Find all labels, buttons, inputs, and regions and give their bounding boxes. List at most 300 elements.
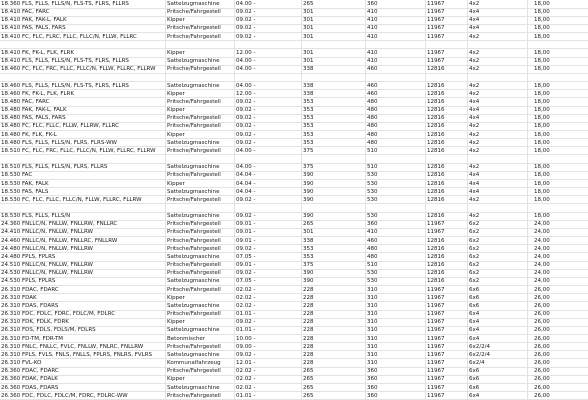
body-type-cell: Pritsche/Fahrgestell: [165, 196, 234, 204]
weight-cell: [527, 155, 587, 163]
displacement-cell: 12816: [425, 98, 467, 106]
axle-config-cell: 6x4: [467, 335, 527, 343]
power-ps-cell: 530: [365, 171, 425, 179]
body-type-cell: [165, 204, 234, 212]
power-kw-cell: 390: [301, 269, 365, 277]
axle-config-cell: 4x2: [467, 196, 527, 204]
power-kw-cell: 228: [301, 335, 365, 343]
table-row[interactable]: [0, 392, 588, 400]
build-period-cell: 12.00 -: [234, 90, 301, 98]
power-ps-cell: 310: [365, 359, 425, 367]
model-cell: 26.310 FDK, FDLK, FDRK: [1, 319, 69, 326]
body-type-cell: Pritsche/Fahrgestell: [165, 367, 234, 375]
power-kw-cell: 353: [301, 253, 365, 261]
body-type-cell: Sattelzugmaschine: [165, 139, 234, 147]
build-period-cell: 04.04 -: [234, 180, 301, 188]
weight-cell: 18,00: [527, 114, 587, 122]
body-type-cell: Pritsche/Fahrgestell: [165, 310, 234, 318]
model-cell: 24.460 FNLLC/N, FNLLW, FNLLRC, FNLLRW: [1, 237, 118, 244]
build-period-cell: 04.00 -: [234, 82, 301, 90]
axle-config-cell: 4x2: [467, 57, 527, 65]
build-period-cell: 09.02 -: [234, 131, 301, 139]
axle-config-cell: 4x2: [467, 212, 527, 220]
weight-cell: 18,00: [527, 16, 587, 24]
power-ps-cell: 310: [365, 294, 425, 302]
weight-cell: 18,00: [527, 180, 587, 188]
weight-cell: 18,00: [527, 24, 587, 32]
displacement-cell: 12816: [425, 122, 467, 130]
displacement-cell: 11967: [425, 33, 467, 41]
displacement-cell: 12816: [425, 139, 467, 147]
build-period-cell: 09.02 -: [234, 122, 301, 130]
build-period-cell: 09.02 -: [234, 269, 301, 277]
body-type-cell: Kipper: [165, 16, 234, 24]
weight-cell: 18,00: [527, 122, 587, 130]
power-ps-cell: 480: [365, 245, 425, 253]
displacement-cell: 12816: [425, 163, 467, 171]
displacement-cell: 12816: [425, 180, 467, 188]
body-type-cell: Sattelzugmaschine: [165, 384, 234, 392]
weight-cell: 18,00: [527, 139, 587, 147]
model-cell: 26.310 FDAK: [1, 294, 37, 301]
weight-cell: [527, 73, 587, 81]
axle-config-cell: 4x4: [467, 24, 527, 32]
weight-cell: 26,00: [527, 326, 587, 334]
power-kw-cell: 301: [301, 49, 365, 57]
model-cell: [0, 155, 165, 163]
model-cell: 18.530 FC, FLC, FLLC, FLLC/N, FLLW, FLLRC, FLLRW: [1, 196, 142, 203]
body-type-cell: Pritsche/Fahrgestell: [165, 269, 234, 277]
power-ps-cell: 360: [365, 375, 425, 383]
body-type-cell: Sattelzugmaschine: [165, 212, 234, 220]
power-kw-cell: 375: [301, 163, 365, 171]
displacement-cell: 12816: [425, 171, 467, 179]
model-cell: 18.410 FAK, FAK-L, FALK: [1, 17, 67, 24]
build-period-cell: 01.01 -: [234, 392, 301, 400]
model-cell: 24.480 FPLS, FPLRS: [1, 253, 56, 260]
body-type-cell: Pritsche/Fahrgestell: [165, 122, 234, 130]
weight-cell: 18,00: [527, 131, 587, 139]
power-kw-cell: 375: [301, 261, 365, 269]
axle-config-cell: 4x4: [467, 188, 527, 196]
axle-config-cell: 6x6: [467, 302, 527, 310]
power-ps-cell: 310: [365, 335, 425, 343]
weight-cell: 18,00: [527, 188, 587, 196]
model-cell: 24.410 FNLLC/N, FNLLW, FNLLRW: [1, 229, 93, 236]
build-period-cell: [234, 73, 301, 81]
body-type-cell: Kipper: [165, 49, 234, 57]
power-ps-cell: 480: [365, 106, 425, 114]
weight-cell: 24,00: [527, 237, 587, 245]
power-ps-cell: 530: [365, 269, 425, 277]
body-type-cell: Pritsche/Fahrgestell: [165, 237, 234, 245]
build-period-cell: 09.02 -: [234, 24, 301, 32]
body-type-cell: Pritsche/Fahrgestell: [165, 147, 234, 155]
power-ps-cell: [365, 155, 425, 163]
power-ps-cell: 460: [365, 90, 425, 98]
power-ps-cell: 530: [365, 212, 425, 220]
model-cell: 26.310 FPLS, FVLS, FNLS, FNLLS, FPLRS, FNLRS, FVLRS: [1, 351, 153, 358]
axle-config-cell: 6x4: [467, 326, 527, 334]
power-kw-cell: 228: [301, 318, 365, 326]
model-cell: 24.530 FPLS, FPLRS: [1, 278, 56, 285]
build-period-cell: 07.05 -: [234, 253, 301, 261]
model-cell: 26.310 FDS, FDLS, FDLS/M, FDLRS: [1, 327, 96, 334]
model-cell: 18.410 FK, FK-L, FLK, FLRK: [1, 49, 74, 56]
axle-config-cell: 6x6: [467, 367, 527, 375]
weight-cell: 26,00: [527, 351, 587, 359]
axle-config-cell: 6x2: [467, 245, 527, 253]
power-kw-cell: 390: [301, 180, 365, 188]
power-ps-cell: [365, 204, 425, 212]
model-cell: 26.360 FDAS, FDARS: [1, 384, 59, 391]
displacement-cell: 11967: [425, 24, 467, 32]
displacement-cell: 11967: [425, 286, 467, 294]
weight-cell: 18,00: [527, 57, 587, 65]
body-type-cell: Pritsche/Fahrgestell: [165, 343, 234, 351]
build-period-cell: 09.02 -: [234, 16, 301, 24]
displacement-cell: 11967: [425, 359, 467, 367]
build-period-cell: 04.00 -: [234, 0, 301, 8]
build-period-cell: 01.01 -: [234, 326, 301, 334]
build-period-cell: 02.02 -: [234, 384, 301, 392]
power-kw-cell: [301, 155, 365, 163]
build-period-cell: [234, 204, 301, 212]
body-type-cell: [165, 73, 234, 81]
build-period-cell: 02.02 -: [234, 302, 301, 310]
displacement-cell: 12816: [425, 188, 467, 196]
power-ps-cell: 310: [365, 343, 425, 351]
displacement-cell: 12816: [425, 253, 467, 261]
weight-cell: [527, 204, 587, 212]
weight-cell: 26,00: [527, 384, 587, 392]
displacement-cell: 11967: [425, 367, 467, 375]
displacement-cell: 12816: [425, 261, 467, 269]
axle-config-cell: 4x2: [467, 65, 527, 73]
axle-config-cell: 6x4: [467, 318, 527, 326]
power-kw-cell: 228: [301, 326, 365, 334]
body-type-cell: Pritsche/Fahrgestell: [165, 220, 234, 228]
axle-config-cell: 4x4: [467, 16, 527, 24]
power-kw-cell: 353: [301, 98, 365, 106]
power-ps-cell: [365, 73, 425, 81]
body-type-cell: Kipper: [165, 90, 234, 98]
axle-config-cell: 6x4: [467, 392, 527, 400]
displacement-cell: 12816: [425, 196, 467, 204]
power-kw-cell: 353: [301, 245, 365, 253]
build-period-cell: [234, 155, 301, 163]
axle-config-cell: 6x2: [467, 277, 527, 285]
model-cell: 18.410 FAS, FALS, FARS: [1, 25, 66, 32]
displacement-cell: 12816: [425, 237, 467, 245]
power-ps-cell: 410: [365, 57, 425, 65]
axle-config-cell: 6x2: [467, 253, 527, 261]
build-period-cell: 09.02 -: [234, 318, 301, 326]
power-kw-cell: 301: [301, 8, 365, 16]
displacement-cell: 12816: [425, 212, 467, 220]
body-type-cell: Kipper: [165, 294, 234, 302]
model-cell: 24.480 FNLLC/N, FNLLW, FNLLRW: [1, 245, 93, 252]
axle-config-cell: 6x2: [467, 228, 527, 236]
power-kw-cell: 265: [301, 220, 365, 228]
power-kw-cell: 301: [301, 33, 365, 41]
model-cell: 18.530 FAK, FALK: [1, 180, 49, 187]
body-type-cell: Pritsche/Fahrgestell: [165, 98, 234, 106]
power-kw-cell: 228: [301, 359, 365, 367]
body-type-cell: [165, 155, 234, 163]
body-type-cell: Kommunalfahrzeug: [165, 359, 234, 367]
body-type-cell: Pritsche/Fahrgestell: [165, 261, 234, 269]
weight-cell: 18,00: [527, 106, 587, 114]
power-ps-cell: 310: [365, 310, 425, 318]
body-type-cell: Pritsche/Fahrgestell: [165, 245, 234, 253]
power-ps-cell: 510: [365, 163, 425, 171]
axle-config-cell: 4x4: [467, 8, 527, 16]
power-ps-cell: 480: [365, 139, 425, 147]
power-ps-cell: 480: [365, 114, 425, 122]
body-type-cell: Pritsche/Fahrgestell: [165, 24, 234, 32]
axle-config-cell: 4x2: [467, 147, 527, 155]
power-kw-cell: 390: [301, 212, 365, 220]
axle-config-cell: 6x4: [467, 310, 527, 318]
build-period-cell: 09.02 -: [234, 8, 301, 16]
displacement-cell: 12816: [425, 65, 467, 73]
displacement-cell: 11967: [425, 343, 467, 351]
body-type-cell: [165, 41, 234, 49]
body-type-cell: Betonmischer: [165, 335, 234, 343]
axle-config-cell: 4x2: [467, 131, 527, 139]
weight-cell: 18,00: [527, 33, 587, 41]
power-kw-cell: 390: [301, 171, 365, 179]
power-ps-cell: 530: [365, 196, 425, 204]
power-ps-cell: 360: [365, 0, 425, 8]
build-period-cell: 09.02 -: [234, 33, 301, 41]
power-ps-cell: 530: [365, 277, 425, 285]
power-kw-cell: [301, 73, 365, 81]
power-ps-cell: 510: [365, 261, 425, 269]
axle-config-cell: 6x2/4: [467, 359, 527, 367]
axle-config-cell: 6x2: [467, 261, 527, 269]
body-type-cell: Kipper: [165, 318, 234, 326]
model-cell: 26.310 FVL-KO: [1, 360, 42, 367]
power-ps-cell: 510: [365, 147, 425, 155]
power-ps-cell: 360: [365, 392, 425, 400]
weight-cell: 26,00: [527, 359, 587, 367]
weight-cell: 24,00: [527, 245, 587, 253]
power-kw-cell: 301: [301, 24, 365, 32]
axle-config-cell: 6x6: [467, 375, 527, 383]
build-period-cell: 09.02 -: [234, 98, 301, 106]
weight-cell: 18,00: [527, 90, 587, 98]
axle-config-cell: 4x4: [467, 98, 527, 106]
build-period-cell: 09.01 -: [234, 261, 301, 269]
build-period-cell: 07.05 -: [234, 277, 301, 285]
model-cell: 26.360 FDAK, FDALK: [1, 376, 58, 383]
body-type-cell: Sattelzugmaschine: [165, 188, 234, 196]
power-ps-cell: 310: [365, 318, 425, 326]
body-type-cell: Kipper: [165, 131, 234, 139]
axle-config-cell: 6x6: [467, 384, 527, 392]
axle-config-cell: [467, 204, 527, 212]
axle-config-cell: 4x2: [467, 33, 527, 41]
build-period-cell: 04.00 -: [234, 65, 301, 73]
weight-cell: 18,00: [527, 98, 587, 106]
build-period-cell: 04.00 -: [234, 147, 301, 155]
power-kw-cell: 338: [301, 90, 365, 98]
build-period-cell: 02.02 -: [234, 294, 301, 302]
axle-config-cell: [467, 73, 527, 81]
displacement-cell: 11967: [425, 57, 467, 65]
displacement-cell: 11967: [425, 8, 467, 16]
model-cell: 26.310 FDC, FDLC, FDRC, FDLC/M, FDLRC: [1, 311, 116, 318]
power-ps-cell: 360: [365, 220, 425, 228]
power-kw-cell: 265: [301, 367, 365, 375]
axle-config-cell: [467, 41, 527, 49]
weight-cell: 24,00: [527, 269, 587, 277]
body-type-cell: Sattelzugmaschine: [165, 253, 234, 261]
power-kw-cell: 390: [301, 196, 365, 204]
power-kw-cell: 265: [301, 0, 365, 8]
displacement-cell: 11967: [425, 310, 467, 318]
displacement-cell: [425, 41, 467, 49]
model-cell: 18.460 FK, FK-L, FLK, FLRK: [1, 90, 74, 97]
power-ps-cell: 310: [365, 351, 425, 359]
body-type-cell: Sattelzugmaschine: [165, 277, 234, 285]
displacement-cell: 12816: [425, 269, 467, 277]
power-ps-cell: 310: [365, 326, 425, 334]
weight-cell: 26,00: [527, 375, 587, 383]
weight-cell: 18,00: [527, 65, 587, 73]
power-ps-cell: 360: [365, 384, 425, 392]
body-type-cell: Pritsche/Fahrgestell: [165, 286, 234, 294]
weight-cell: 26,00: [527, 335, 587, 343]
weight-cell: 24,00: [527, 253, 587, 261]
power-ps-cell: 410: [365, 16, 425, 24]
axle-config-cell: 4x2: [467, 49, 527, 57]
model-cell: 24.530 FNLLC/N, FNLLW, FNLLRW: [1, 270, 93, 277]
power-ps-cell: 410: [365, 228, 425, 236]
weight-cell: 26,00: [527, 343, 587, 351]
power-kw-cell: 338: [301, 237, 365, 245]
displacement-cell: 11967: [425, 302, 467, 310]
displacement-cell: [425, 73, 467, 81]
build-period-cell: 09.02 -: [234, 245, 301, 253]
power-ps-cell: 410: [365, 49, 425, 57]
model-cell: 26.360 FDAC, FDARC: [1, 368, 59, 375]
displacement-cell: 11967: [425, 392, 467, 400]
model-cell: 18.510 FLS, FLLS, FLLS/N, FLRS, FLLRS: [1, 164, 108, 171]
axle-config-cell: 4x2: [467, 122, 527, 130]
power-ps-cell: 530: [365, 188, 425, 196]
displacement-cell: 11967: [425, 384, 467, 392]
weight-cell: 18,00: [527, 147, 587, 155]
body-type-cell: Pritsche/Fahrgestell: [165, 65, 234, 73]
weight-cell: 18,00: [527, 49, 587, 57]
power-kw-cell: 301: [301, 16, 365, 24]
build-period-cell: 09.00 -: [234, 343, 301, 351]
body-type-cell: Pritsche/Fahrgestell: [165, 228, 234, 236]
build-period-cell: 09.01 -: [234, 220, 301, 228]
body-type-cell: Kipper: [165, 106, 234, 114]
build-period-cell: 09.01 -: [234, 228, 301, 236]
axle-config-cell: 4x4: [467, 171, 527, 179]
power-kw-cell: [301, 204, 365, 212]
weight-cell: 26,00: [527, 367, 587, 375]
model-cell: 18.480 FLS, FLLS, FLLS/N, FLRS, FLRS-WW: [1, 139, 117, 146]
power-kw-cell: 353: [301, 139, 365, 147]
displacement-cell: 11967: [425, 375, 467, 383]
power-ps-cell: 480: [365, 131, 425, 139]
model-cell: 18.480 FAS, FALS, FARS: [1, 115, 66, 122]
model-cell: 24.360 FNLLC/N, FNLLW, FNLLRW, FNLLRC: [1, 221, 118, 228]
displacement-cell: 11967: [425, 220, 467, 228]
weight-cell: 18,00: [527, 171, 587, 179]
build-period-cell: 02.02 -: [234, 286, 301, 294]
axle-config-cell: 6x6: [467, 286, 527, 294]
weight-cell: 26,00: [527, 302, 587, 310]
displacement-cell: [425, 155, 467, 163]
model-cell: 18.360 FLS, FLLS, FLLS/N, FLS-TS, FLRS, FLLRS: [1, 1, 129, 7]
power-kw-cell: 390: [301, 188, 365, 196]
model-cell: 18.530 FLS, FLLS, FLLS/N: [1, 213, 71, 220]
model-cell: 26.310 FDAC, FDARC: [1, 286, 59, 293]
power-kw-cell: 228: [301, 343, 365, 351]
model-cell: 18.510 FC, FLC, FRC, FLLC, FLLC/N, FLLW, FLLRC, FLLRW: [1, 147, 156, 154]
model-cell: 26.310 FD-TM, FDR-TM: [1, 335, 64, 342]
displacement-cell: 12816: [425, 106, 467, 114]
displacement-cell: 11967: [425, 0, 467, 8]
displacement-cell: [425, 204, 467, 212]
weight-cell: 18,00: [527, 196, 587, 204]
displacement-cell: 12816: [425, 147, 467, 155]
model-cell: 18.460 FLS, FLLS, FLLS/N, FLS-TS, FLRS, FLLRS: [1, 82, 129, 89]
model-cell: 18.410 FLS, FLLS, FLLS/N, FLS-TS, FLRS, FLLRS: [1, 58, 129, 65]
power-kw-cell: 228: [301, 310, 365, 318]
axle-config-cell: 4x4: [467, 114, 527, 122]
body-type-cell: Sattelzugmaschine: [165, 82, 234, 90]
weight-cell: 26,00: [527, 310, 587, 318]
model-cell: 18.410 FAC, FARC: [1, 9, 50, 16]
build-period-cell: 01.01 -: [234, 310, 301, 318]
power-ps-cell: 480: [365, 98, 425, 106]
axle-config-cell: 6x2/2/4: [467, 351, 527, 359]
power-ps-cell: 310: [365, 286, 425, 294]
build-period-cell: 10.00 -: [234, 335, 301, 343]
body-type-cell: Sattelzugmaschine: [165, 302, 234, 310]
displacement-cell: 11967: [425, 326, 467, 334]
body-type-cell: Kipper: [165, 375, 234, 383]
model-cell: 18.480 FAK, FAK-L, FALK: [1, 107, 67, 114]
build-period-cell: 09.02 -: [234, 106, 301, 114]
power-kw-cell: 228: [301, 294, 365, 302]
axle-config-cell: 4x2: [467, 90, 527, 98]
axle-config-cell: 4x2: [467, 0, 527, 8]
body-type-cell: Sattelzugmaschine: [165, 326, 234, 334]
power-kw-cell: [301, 41, 365, 49]
build-period-cell: [234, 41, 301, 49]
power-ps-cell: 480: [365, 122, 425, 130]
body-type-cell: Sattelzugmaschine: [165, 163, 234, 171]
model-cell: 26.310 FDAS, FDARS: [1, 302, 59, 309]
weight-cell: 26,00: [527, 392, 587, 400]
body-type-cell: Kipper: [165, 180, 234, 188]
weight-cell: 26,00: [527, 318, 587, 326]
model-cell: 26.310 FNLC, FNLLC, FVLC, FNLLW, FNLRC, FNLLRW: [1, 343, 144, 350]
power-kw-cell: 228: [301, 286, 365, 294]
build-period-cell: 09.02 -: [234, 139, 301, 147]
model-cell: 18.460 FC, FLC, FRC, FLLC, FLLC/N, FLLW, FLLRC, FLLRW: [1, 66, 156, 73]
build-period-cell: 04.04 -: [234, 171, 301, 179]
